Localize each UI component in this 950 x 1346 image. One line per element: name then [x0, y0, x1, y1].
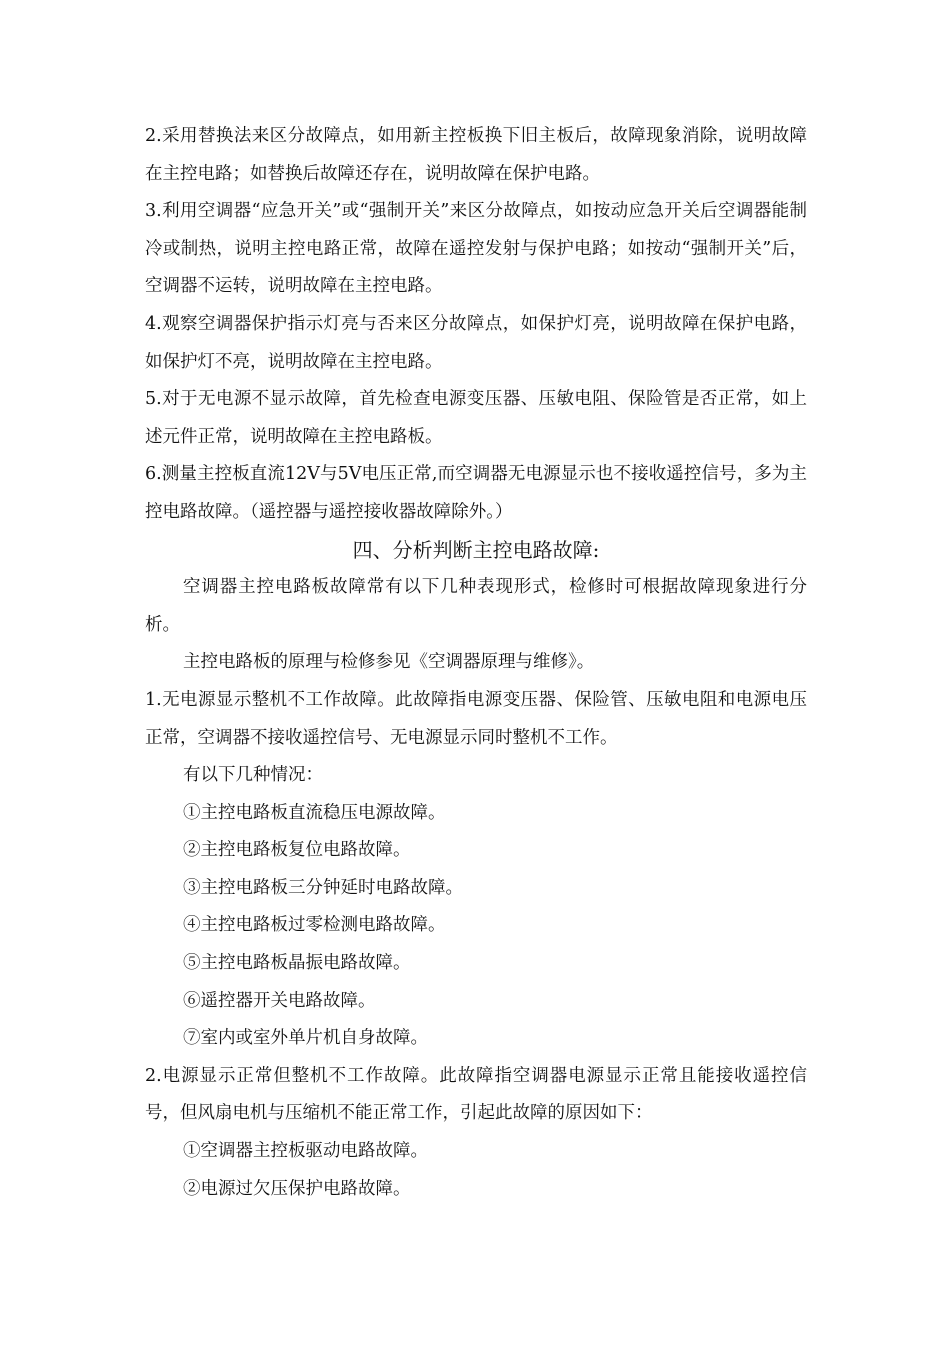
list-item: ①空调器主控板驱动电路故障。: [183, 1141, 428, 1162]
fault-1-cases-label: 有以下几种情况：: [183, 765, 323, 786]
document-body: [145, 118, 807, 1208]
paragraph-method-6: 6.测量主控板直流12V与5V电压正常,而空调器无电源显示也不接收遥控信号，多为主控电路故障。（遥控器与遥控接收器故障除外。）: [145, 464, 807, 522]
list-item: ①主控电路板直流稳压电源故障。: [183, 802, 446, 823]
paragraph-method-5: 5.对于无电源不显示故障，首先检查电源变压器、压敏电阻、保险管是否正常，如上述元件正常，说明故障在主控电路板。: [145, 389, 807, 447]
paragraph-method-4: 4.观察空调器保护指示灯亮与否来区分故障点，如保护灯亮，说明故障在保护电路，如保护灯不亮，说明故障在主控电路。: [145, 313, 807, 372]
list-item: ④主控电路板过零检测电路故障。: [183, 915, 446, 936]
list-item: ③主控电路板三分钟延时电路故障。: [183, 877, 463, 898]
list-item: ②主控电路板复位电路故障。: [183, 840, 411, 861]
list-item: ⑤主控电路板晶振电路故障。: [183, 953, 411, 974]
paragraph-method-2: 2.采用替换法来区分故障点，如用新主控板换下旧主板后，故障现象消除，说明故障在主控电路；如替换后故障还存在，说明故障在保护电路。: [145, 126, 807, 184]
section-heading: 四、分析判断主控电路故障:: [352, 537, 600, 562]
list-item: ⑦室内或室外单片机自身故障。: [183, 1028, 428, 1049]
paragraph-method-3: 3.利用空调器“应急开关”或“强制开关”来区分故障点，如按动应急开关后空调器能制冷或制热，说明主控电路正常，故障在遥控发射与保护电路；如按动“强制开关”后，空调器不运转，说明故障在主控电路。: [145, 201, 807, 297]
intro-paragraph: 空调器主控电路板故障常有以下几种表现形式，检修时可根据故障现象进行分析。: [145, 577, 807, 635]
list-item: ⑥遥控器开关电路故障。: [183, 990, 376, 1011]
fault-2-paragraph: 2.电源显示正常但整机不工作故障。此故障指空调器电源显示正常且能接收遥控信号，但风扇电机与压缩机不能正常工作，引起此故障的原因如下：: [145, 1065, 807, 1124]
list-item: ②电源过欠压保护电路故障。: [183, 1178, 411, 1199]
reference-paragraph: 主控电路板的原理与检修参见《空调器原理与维修》。: [183, 652, 595, 673]
fault-1-paragraph: 1.无电源显示整机不工作故障。此故障指电源变压器、保险管、压敏电阻和电源电压正常，空调器不接收遥控信号、无电源显示同时整机不工作。: [145, 689, 807, 748]
